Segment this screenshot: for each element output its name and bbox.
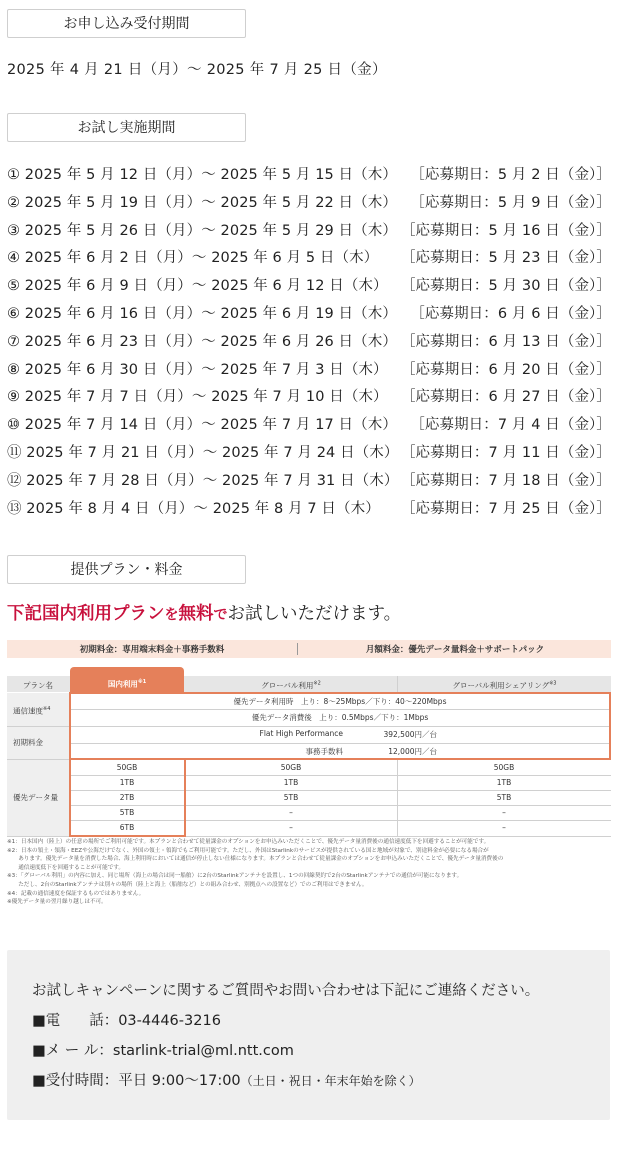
contact-phone: ■電 話：03-4446-3216	[32, 1013, 221, 1029]
initial-fee-name: 事務手数料	[305, 747, 343, 756]
trial-deadline: ［応募期日：6 月 27 日（金）］	[400, 389, 611, 406]
contact-hours	[32, 1069, 421, 1090]
note-ref: ※1	[137, 679, 147, 685]
trial-deadline: ［応募期日：7 月 18 日（金）］	[400, 472, 611, 489]
data-domestic: 2TB	[119, 793, 135, 802]
trial-row	[7, 328, 617, 356]
application-period-label: お申し込み受付期間	[7, 9, 246, 38]
col-global	[185, 680, 397, 691]
footnote: ※3：「グローバル利用」の内容に加え、同じ場所（海上の場合は同一船舶）に2台のStarlinkアンテナを設置し、1つの回線契約で2台のStarlinkアンテナでの通信が可能になります。	[7, 873, 463, 880]
footnote: ※優先データ量の翌月繰り越しは不可。	[7, 899, 107, 906]
trial-deadline: ［応募期日：5 月 2 日（金）］	[410, 167, 611, 183]
data-domestic: 1TB	[119, 778, 135, 787]
trial-row	[7, 439, 617, 467]
trial-period-list	[7, 161, 617, 522]
trial-row	[7, 411, 617, 439]
footnote: ※1：日本国内（陸上）の任意の場所でご利用可能です。本プランと合わせて従量課金のオプションをお申込みいただくことで、優先データ量消費後の通信速度低下を回避することが可能です。	[7, 839, 490, 845]
col-share	[398, 680, 611, 691]
initial-fee-price: 12,000円／台	[388, 747, 437, 756]
trial-deadline: ［応募期日：7 月 4 日（金）］	[410, 417, 611, 434]
trial-dates: ③ 2025 年 5 月 26 日（月）〜 2025 年 5 月 29 日（木）	[7, 222, 397, 239]
trial-dates: ⑦ 2025 年 6 月 23 日（月）〜 2025 年 6 月 26 日（木）	[7, 333, 397, 350]
trial-dates: ④ 2025 年 6 月 2 日（月）〜 2025 年 6 月 5 日（木）	[7, 250, 379, 267]
note-ref: ※2	[313, 680, 321, 687]
domestic-data-highlight	[69, 758, 186, 837]
data-share: –	[502, 823, 506, 832]
col-domestic	[70, 667, 184, 692]
footnote: ※4：記載の通信速度を保証するものではありません。	[7, 890, 145, 897]
col-share-label: グローバル利用シェアリング	[452, 681, 550, 690]
trial-deadline: ［応募期日：6 月 6 日（金）］	[410, 305, 611, 322]
data-share: 50GB	[493, 763, 515, 772]
footnote: ※2：日本の領土・領海・EEZや公海だけでなく、外国の領土・領海でもご利用可能です。ただし、外国はStarlinkのサービスが提供されている国と地域が対象で、別途料金が必要になる場合が	[7, 847, 489, 854]
monthly-fee-summary: 月額料金：優先データ量料金＋サポートパック	[365, 645, 545, 655]
headline-tail: お試しいただけます。	[227, 604, 402, 624]
contact-email: ■メ ー ル：starlink-trial@ml.ntt.com	[32, 1043, 294, 1059]
contact-hours-main: ■受付時間：平日 9:00〜17:00	[32, 1073, 241, 1089]
col-domestic-label: 国内利用	[107, 679, 138, 689]
col-plan-name: プラン名	[23, 681, 53, 690]
data-global: 5TB	[283, 793, 299, 802]
note-ref: ※3	[549, 680, 557, 687]
contact-title: お試しキャンペーンに関するご質問やお問い合わせは下記にご連絡ください。	[32, 983, 540, 999]
headline-particle: を	[164, 607, 179, 623]
data-global: 50GB	[280, 763, 302, 772]
trial-row	[7, 495, 617, 523]
trial-dates: ⑧ 2025 年 6 月 30 日（月）〜 2025 年 7 月 3 日（木）	[7, 361, 388, 378]
fee-divider	[297, 643, 298, 655]
trial-deadline: ［応募期日：7 月 25 日（金）］	[400, 500, 611, 517]
data-share: –	[502, 808, 506, 817]
trial-dates: ⑤ 2025 年 6 月 9 日（月）〜 2025 年 6 月 12 日（木）	[7, 278, 388, 295]
trial-deadline: ［応募期日：6 月 20 日（金）］	[400, 361, 611, 378]
initial-device-price: 392,500円／台	[383, 730, 437, 739]
trial-row	[7, 383, 617, 411]
application-period-text: 2025 年 4 月 21 日（月）〜 2025 年 7 月 25 日（金）	[7, 62, 387, 78]
trial-dates: ⑬ 2025 年 8 月 4 日（月）〜 2025 年 8 月 7 日（木）	[7, 500, 380, 517]
footnote: 通信速度低下を回避することが可能です。	[7, 864, 125, 871]
trial-period-label: お試し実施期間	[7, 113, 246, 142]
trial-row	[7, 272, 617, 300]
trial-dates: ⑪ 2025 年 7 月 21 日（月）〜 2025 年 7 月 24 日（木）	[7, 444, 399, 461]
row-label-data: 優先データ量	[7, 760, 69, 836]
data-global: –	[289, 823, 293, 832]
speed-after: 優先データ消費後 上り：0.5Mbps／下り：1Mbps	[251, 713, 429, 722]
data-global: –	[289, 808, 293, 817]
fee-bar	[7, 640, 611, 658]
trial-deadline: ［応募期日：5 月 9 日（金）］	[410, 194, 611, 211]
footnote: ただし、2台のStarlinkアンテナは別々の場所（陸上と海上（船舶など）との組み合わせ、別拠点への設置など）でのご利用はできません。	[7, 881, 368, 888]
trial-row	[7, 161, 617, 189]
initial-device-name: Flat High Performance	[259, 729, 343, 738]
trial-deadline: ［応募期日：5 月 23 日（金）］	[400, 250, 611, 267]
headline-free: 無料	[178, 604, 214, 624]
headline-particle: で	[213, 607, 228, 623]
trial-dates: ② 2025 年 5 月 19 日（月）〜 2025 年 5 月 22 日（木）	[7, 194, 397, 211]
trial-row	[7, 300, 617, 328]
trial-row	[7, 356, 617, 384]
trial-deadline: ［応募期日：5 月 30 日（金）］	[400, 278, 611, 295]
plan-headline	[7, 600, 401, 625]
trial-row	[7, 189, 617, 217]
speed-label: 通信速度	[13, 706, 43, 716]
data-share: 5TB	[496, 793, 512, 802]
data-global: 1TB	[283, 778, 299, 787]
contact-box	[7, 950, 610, 1120]
trial-row	[7, 467, 617, 495]
data-share: 1TB	[496, 778, 512, 787]
trial-deadline: ［応募期日：5 月 16 日（金）］	[400, 222, 611, 239]
plan-label: 提供プラン・料金	[7, 555, 246, 584]
trial-deadline: ［応募期日：7 月 11 日（金）］	[400, 444, 611, 461]
trial-dates: ⑨ 2025 年 7 月 7 日（月）〜 2025 年 7 月 10 日（木）	[7, 389, 388, 406]
trial-deadline: ［応募期日：6 月 13 日（金）］	[400, 333, 611, 350]
contact-hours-note: （土日・祝日・年末年始を除く）	[240, 1074, 421, 1088]
row-label-initial: 初期料金	[7, 727, 69, 759]
note-ref: ※4	[43, 706, 51, 712]
data-domestic: 5TB	[119, 808, 135, 817]
data-domestic: 6TB	[119, 823, 135, 832]
headline-domestic-plan: 下記国内利用プラン	[7, 604, 165, 624]
col-global-label: グローバル利用	[261, 681, 314, 690]
initial-fee-summary: 初期料金：専用端末料金＋事務手数料	[79, 645, 225, 655]
footnote: あります。優先データ量を消費した場合、海上利用時においては通信が停止しない仕様になります。本プランと合わせて従量課金のオプションをお申込みいただくことで、優先データ量消費後の	[7, 856, 504, 863]
domestic-fee-highlight	[69, 692, 611, 760]
trial-row	[7, 244, 617, 272]
footnotes	[7, 838, 611, 907]
trial-dates: ① 2025 年 5 月 12 日（月）〜 2025 年 5 月 15 日（木）	[7, 167, 397, 183]
trial-dates: ⑩ 2025 年 7 月 14 日（月）〜 2025 年 7 月 17 日（木）	[7, 417, 397, 434]
trial-dates: ⑫ 2025 年 7 月 28 日（月）〜 2025 年 7 月 31 日（木）	[7, 472, 399, 489]
trial-row	[7, 217, 617, 245]
data-domestic: 50GB	[116, 763, 138, 772]
trial-dates: ⑥ 2025 年 6 月 16 日（月）〜 2025 年 6 月 19 日（木）	[7, 305, 397, 322]
speed-priority: 優先データ利用時 上り：8〜25Mbps／下り：40〜220Mbps	[233, 697, 447, 706]
row-label-speed	[7, 693, 69, 726]
